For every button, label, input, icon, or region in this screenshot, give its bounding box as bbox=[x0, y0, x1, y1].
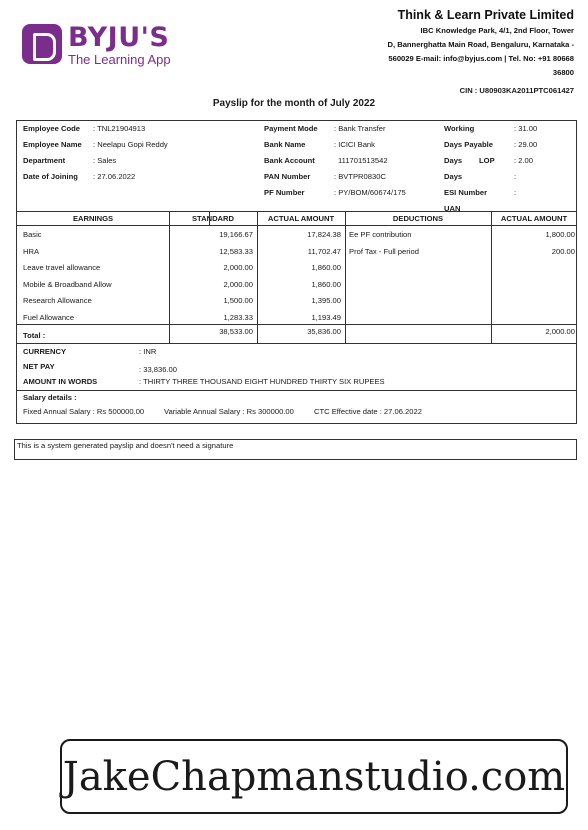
earning-name: Research Allowance bbox=[23, 296, 92, 305]
label: Working bbox=[444, 124, 475, 133]
label: Days LOP bbox=[444, 156, 495, 165]
earning-standard: 12,583.33 bbox=[219, 246, 253, 256]
esi-number: : bbox=[514, 188, 517, 197]
label: Days bbox=[444, 172, 463, 181]
earning-name: Mobile & Broadband Allow bbox=[23, 279, 112, 289]
earning-standard: 2,000.00 bbox=[223, 263, 253, 272]
byjus-logo-icon bbox=[22, 24, 62, 64]
currency-value: : INR bbox=[139, 347, 157, 356]
company-address-line: IBC Knowledge Park, 4/1, 2nd Floor, Tower bbox=[420, 26, 574, 35]
header-earnings: EARNINGS bbox=[72, 214, 114, 223]
company-address-line: 560029 E-mail: info@byjus.com | Tel. No: +91 80668 bbox=[388, 54, 574, 63]
company-address-line: 36800 bbox=[552, 68, 574, 77]
earning-name: Fuel Allowance bbox=[23, 312, 75, 322]
earning-standard: 1,500.00 bbox=[223, 296, 253, 305]
amount-words-label: AMOUNT IN WORDS bbox=[23, 377, 98, 386]
deduction-name: Ee PF contribution bbox=[349, 230, 412, 239]
pf-number: : PY/BOM/60674/175 bbox=[334, 188, 406, 197]
header-deductions: DEDUCTIONS bbox=[392, 214, 444, 223]
header-actual: ACTUAL AMOUNT bbox=[267, 214, 335, 223]
earning-name: HRA bbox=[23, 246, 40, 256]
label: PAN Number bbox=[264, 172, 311, 181]
earning-actual: 1,193.49 bbox=[311, 312, 341, 322]
employee-department: : Sales bbox=[93, 156, 117, 165]
days-value: : bbox=[514, 172, 517, 181]
pan-number: : BVTPR0830C bbox=[334, 172, 386, 181]
salary-details-label: Salary details : bbox=[23, 393, 77, 402]
deduction-actual: 200.00 bbox=[551, 246, 575, 256]
lop-days: : 2.00 bbox=[514, 156, 533, 165]
earning-name: Basic bbox=[23, 230, 42, 239]
label: Department bbox=[23, 156, 66, 165]
company-cin: CIN : U80903KA2011PTC061427 bbox=[459, 86, 574, 95]
total-deductions: 2,000.00 bbox=[545, 327, 575, 336]
employee-code: : TNL21904913 bbox=[93, 124, 146, 133]
currency-label: CURRENCY bbox=[23, 347, 67, 356]
header-deduction-actual: ACTUAL AMOUNT bbox=[500, 214, 568, 223]
divider bbox=[17, 343, 576, 344]
deduction-name: Prof Tax - Full period bbox=[349, 246, 419, 256]
system-generated-note: This is a system generated payslip and doesn't need a signature bbox=[14, 439, 577, 460]
earning-actual: 1,395.00 bbox=[311, 296, 341, 305]
payment-mode: : Bank Transfer bbox=[334, 124, 386, 133]
deduction-actual: 1,800.00 bbox=[545, 230, 575, 239]
earning-standard: 2,000.00 bbox=[223, 279, 253, 289]
variable-annual-salary: Variable Annual Salary : Rs 300000.00 bbox=[164, 407, 294, 416]
label: Days Payable bbox=[444, 140, 493, 149]
label: Bank Name bbox=[264, 140, 306, 149]
company-address-line: D, Bannerghatta Main Road, Bengaluru, Karnataka - bbox=[387, 40, 574, 49]
earning-standard: 19,166.67 bbox=[219, 230, 253, 239]
fixed-annual-salary: Fixed Annual Salary : Rs 500000.00 bbox=[23, 407, 145, 416]
netpay-value: : 33,836.00 bbox=[139, 365, 178, 374]
label: Bank Account bbox=[264, 156, 315, 165]
earning-actual: 11,702.47 bbox=[307, 246, 341, 256]
payable-days: : 29.00 bbox=[514, 140, 538, 149]
label: ESI Number bbox=[444, 188, 488, 197]
earning-actual: 1,860.00 bbox=[311, 279, 341, 289]
divider bbox=[17, 390, 576, 391]
label: Employee Name bbox=[23, 140, 82, 149]
earning-actual: 17,824.38 bbox=[307, 230, 341, 239]
employee-doj: : 27.06.2022 bbox=[93, 172, 136, 181]
earning-standard: 1,283.33 bbox=[223, 312, 253, 322]
label: UAN bbox=[444, 204, 461, 213]
employee-info bbox=[23, 121, 168, 185]
bank-account: 111701513542 bbox=[338, 156, 388, 165]
byjus-logo bbox=[22, 24, 171, 67]
label: Employee Code bbox=[23, 124, 80, 133]
label: Payment Mode bbox=[264, 124, 318, 133]
label: PF Number bbox=[264, 188, 305, 197]
total-actual: 35,836.00 bbox=[307, 327, 341, 336]
label: Date of Joining bbox=[23, 172, 78, 181]
amount-words-value: : THIRTY THREE THOUSAND EIGHT HUNDRED THIRTY SIX RUPEES bbox=[139, 377, 385, 386]
brand-tagline: The Learning App bbox=[68, 52, 171, 67]
ctc-effective-date: CTC Effective date : 27.06.2022 bbox=[314, 407, 422, 416]
watermark: JakeChapmanstudio.com bbox=[60, 739, 568, 814]
earning-name: Leave travel allowance bbox=[23, 263, 101, 272]
company-header bbox=[344, 6, 574, 98]
brand-name: BYJU'S bbox=[68, 22, 170, 53]
working-days: : 31.00 bbox=[514, 124, 538, 133]
bank-name: : ICICI Bank bbox=[334, 140, 375, 149]
header-standard: STANDARD bbox=[191, 214, 235, 223]
employee-name: : Neelapu Gopi Reddy bbox=[93, 140, 168, 149]
netpay-label: NET PAY bbox=[23, 362, 55, 371]
bank-info bbox=[264, 121, 406, 201]
total-standard: 38,533.00 bbox=[219, 327, 253, 336]
earning-actual: 1,860.00 bbox=[311, 263, 341, 272]
payslip-table bbox=[16, 120, 577, 424]
total-label: Total : bbox=[23, 331, 46, 340]
payslip-title: Payslip for the month of July 2022 bbox=[212, 98, 376, 109]
days-info bbox=[444, 121, 537, 217]
company-name: Think & Learn Private Limited bbox=[397, 8, 574, 22]
